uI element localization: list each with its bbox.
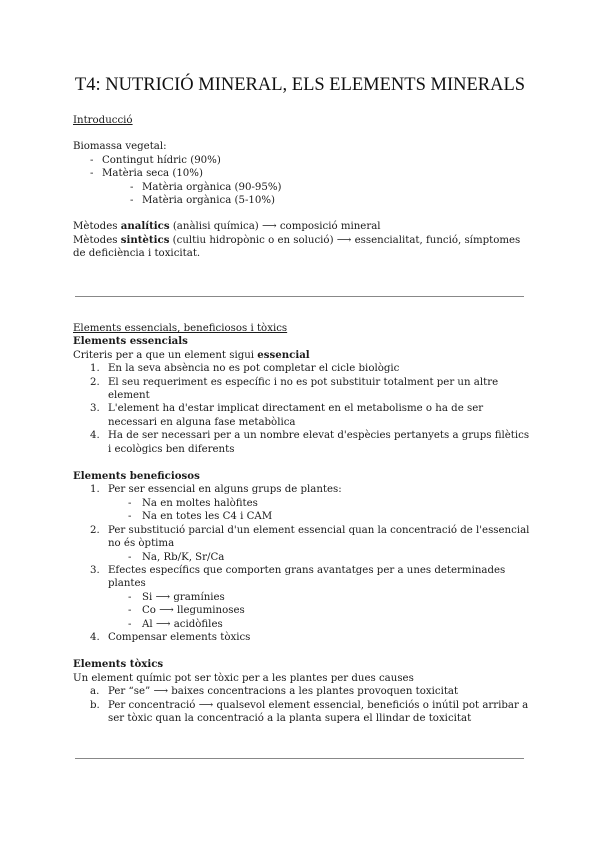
list-subitem: - Co ⟶ lleguminoses — [128, 605, 245, 617]
methods-synthetic: Mètodes sintètics (cultiu hidropònic o en solució) ⟶ essencialitat, funció, símptomes de deficiència i toxicitat. — [73, 233, 521, 260]
toxic-intro: Un element químic pot ser tòxic per a les plantes per dues causes — [73, 672, 414, 684]
list-item: - Matèria seca (10%) — [90, 168, 203, 180]
list-item: 2. El seu requeriment es específic i no es pot substituir totalment per un altre element — [90, 376, 499, 402]
intro-heading: Introducció — [73, 115, 133, 126]
beneficial-heading: Elements beneficiosos — [73, 470, 200, 483]
list-item: 4. Ha de ser necessari per a un nombre elevat d'espècies pertanyets a grups filètics i ecològics ben diferents — [90, 430, 530, 455]
list-item: 4. Compensar elements tòxics — [90, 631, 251, 643]
list-subitem: - Na en totes les C4 i CAM — [128, 511, 273, 523]
list-subitem: - Matèria orgànica (5-10%) — [130, 195, 276, 207]
list-item: 1. Per ser essencial en alguns grups de plantes: — [90, 484, 342, 496]
list-item: a. Per “se” ⟶ baixes concentracions a les plantes provoquen toxicitat — [90, 686, 459, 698]
list-item: - Contingut hídric (90%) — [90, 154, 221, 166]
list-item: 3. Efectes específics que comporten grans avantatges per a unes determinades plantes — [90, 564, 506, 590]
list-subitem: - Si ⟶ gramínies — [128, 591, 225, 603]
list-item: 1. En la seva absència no es pot completar el cicle biològic — [90, 363, 400, 375]
section-heading: Elements essencials, beneficiosos i tòxics — [73, 323, 288, 334]
divider — [75, 758, 524, 759]
list-item: 2. Per substitució parcial d'un element essencial quan la concentració de l'essencial no és òptima — [90, 524, 530, 550]
elements-section — [73, 322, 533, 725]
list-subitem: - Na en moltes halòfites — [128, 497, 258, 509]
essential-heading: Elements essencials — [73, 335, 188, 348]
essential-criteria: Criteris per a que un element sigui essencial — [73, 348, 310, 361]
list-subitem: - Al ⟶ acidòfiles — [128, 618, 223, 630]
list-subitem: - Matèria orgànica (90-95%) — [130, 181, 282, 193]
methods-analytic: Mètodes analítics (anàlisi química) ⟶ composició mineral — [73, 220, 381, 233]
toxic-heading: Elements tòxics — [73, 658, 164, 671]
list-item: b. Per concentració ⟶ qualsevol element essencial, beneficiós o inútil pot arribar a ser tòxic quan la concentració a la planta supera el llindar de toxicitat — [90, 699, 529, 724]
biomass-label: Biomassa vegetal: — [73, 141, 167, 153]
divider — [75, 296, 524, 297]
page-title: T4: NUTRICIÓ MINERAL, ELS ELEMENTS MINERALS — [74, 75, 526, 95]
intro-section — [73, 114, 533, 261]
list-subitem: - Na, Rb/K, Sr/Ca — [128, 551, 225, 563]
list-item: 3. L'element ha d'estar implicat directament en el metabolisme o ha de ser necessari en alguna fase metabòlica — [90, 403, 484, 428]
